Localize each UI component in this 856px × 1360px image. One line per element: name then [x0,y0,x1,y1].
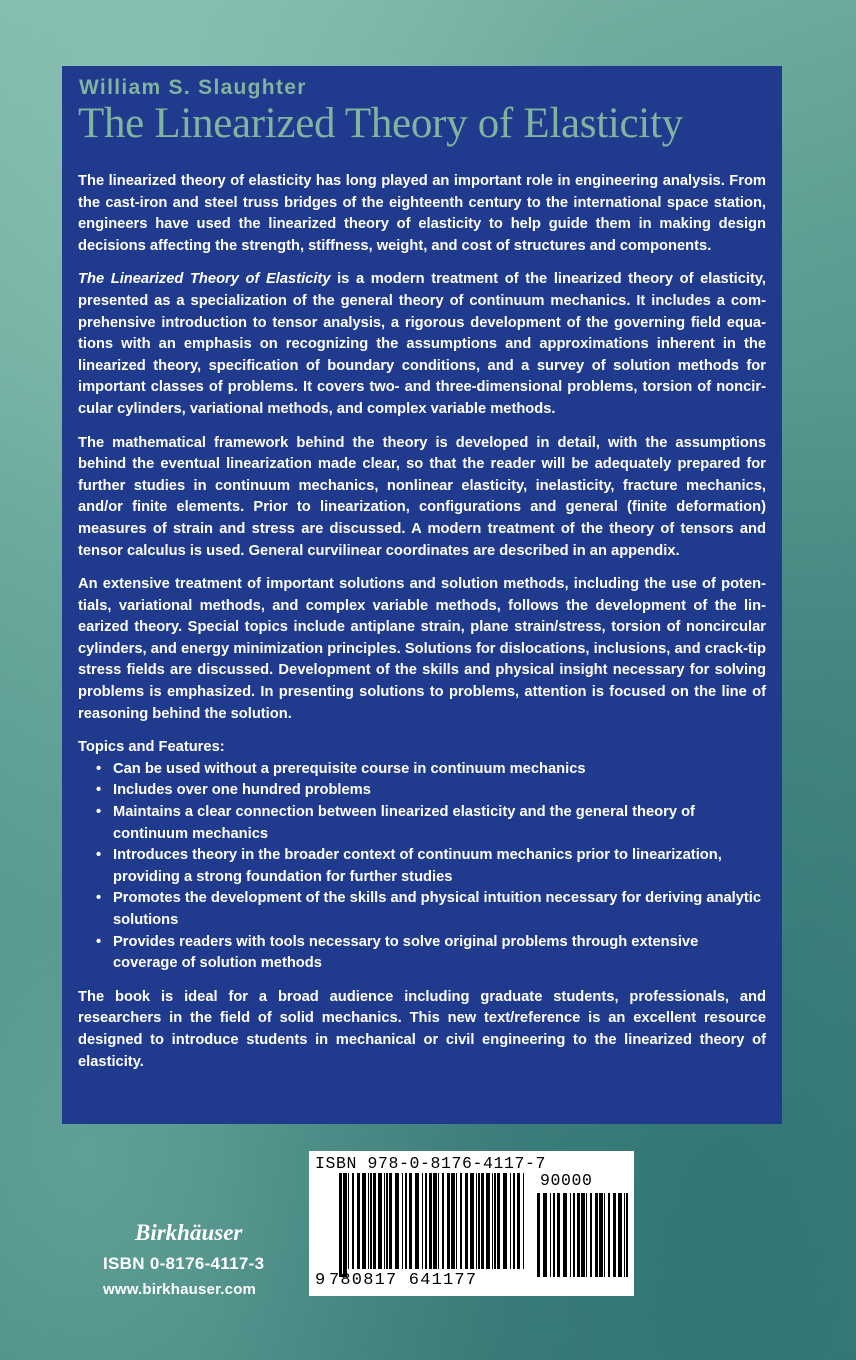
barcode-bar [378,1173,382,1269]
barcode-bar [577,1193,580,1277]
list-item-text: Promotes the development of the skills and physical intuition necessary for deriving analytic solutions [113,890,762,928]
topics-heading: Topics and Features: [78,739,225,756]
paragraph-solutions: An extensive treatment of important solutions and solution methods, including the use of potentials, variational methods, and complex variable methods, follows the development of the linearized theory. Special topics include antiplane strain, plane strain/stress, torsion of noncircular cylinders, and energy minimization principles. Solutions for dislocations, inclusions, and crack-tip stress fields are discussed. Development of the skills and physical insight necessary for solving problems is emphasized. In presenting solutions to problems, attention is focused on the line of reasoning behind the solution. [78,576,766,722]
barcode-bar [618,1193,622,1277]
publisher-website: www.birkhauser.com [103,1281,257,1298]
barcode-bar [595,1193,598,1277]
barcode-bar [517,1173,520,1269]
barcode-bar [626,1193,628,1277]
barcode-bar [456,1173,457,1269]
barcode-bar [503,1173,507,1269]
paragraph-audience: The book is ideal for a broad audience including graduate students, professionals, and researchers in the field of solid mechanics. This new text/reference is an excellent resource designed to introduce students in mechanical or civil engineering to the linearized theory of elasticity. [78,988,766,1070]
barcode-bar [395,1173,399,1269]
barcode-bar [586,1193,587,1277]
description [78,171,766,1073]
barcode-bar [384,1173,385,1269]
barcode-digits: 780817 641177 [329,1271,478,1290]
barcode-bar [557,1193,560,1277]
list-item-text: Introduces theory in the broader context of continuum mechanics prior to linearization, providing a strong foundation for further studies [113,847,722,885]
barcode-bar [409,1173,412,1269]
barcode-bar [370,1173,372,1269]
barcode-bar [386,1173,388,1269]
list-item [78,932,766,975]
barcode-bar [470,1173,474,1269]
barcode-bar [590,1193,592,1277]
barcode-bar [425,1173,427,1269]
barcode-bar [348,1173,349,1269]
barcode-bar [550,1193,551,1277]
barcode-bar [343,1173,347,1277]
barcode-bar [570,1193,571,1277]
paragraph-overview [78,269,766,420]
barcode-bar [513,1173,515,1269]
barcode-bar [442,1173,444,1269]
barcode-bar [581,1193,585,1277]
bullet-icon: • [96,890,102,907]
list-item [78,759,766,781]
barcode-bar [415,1173,419,1269]
barcode-bar [537,1193,540,1277]
barcode-bar [543,1193,547,1277]
barcode-bar [368,1173,369,1269]
bullet-icon: • [96,804,102,821]
barcode-bar [486,1173,490,1269]
bullet-icon: • [96,847,102,864]
barcode-first-digit: 9 [315,1271,326,1290]
barcode-bar [497,1173,500,1269]
topics-list [78,759,766,975]
paragraph-framework: The mathematical framework behind the theory is developed in detail, with the assumptions behind the eventual linearization made clear, so that the reader will be adequately prepared for further studies in continuum mechanics, nonlinear elasticity, inelasticity, fracture mechanics, and/or finite elements. Prior to linearization, configurations and general (finite deformation) measures of strain and stress are discussed. A modern treatment of the theory of tensors and tensor calculus is used. General curvilinear coordinates are described in an appendix. [78,434,766,559]
list-item-text: Provides readers with tools necessary to solve original problems through extensive coverage of solution methods [113,933,699,972]
barcode-bar [608,1193,610,1277]
barcode [309,1151,634,1296]
barcode-bar [438,1173,439,1269]
list-item [78,780,766,802]
list-item-text: Can be used without a prerequisite course in continuum mechanics [113,760,586,777]
barcode-bar [573,1193,575,1277]
barcode-bar [460,1173,462,1269]
barcode-bar [402,1173,403,1269]
barcode-bar [481,1173,484,1269]
barcode-bar [599,1193,603,1277]
author-name: William S. Slaughter [79,76,307,99]
title-italic: The Linearized Theory of Elasticity [78,271,331,288]
barcode-bar [476,1173,477,1269]
barcode-bar [352,1173,354,1269]
barcode-bar [447,1173,450,1269]
barcode-bar [405,1173,407,1269]
list-item-text: Maintains a clear connection between linearized elasticity and the general theory of continuum mechanics [113,804,695,842]
barcode-bar [362,1173,366,1269]
barcode-bar [478,1173,480,1269]
barcode-bar [624,1193,625,1277]
price-code: 90000 [540,1171,593,1190]
barcode-bar [523,1173,524,1269]
barcode-bar [510,1173,511,1269]
barcode-bar [451,1173,455,1269]
paragraph-intro: The linearized theory of elasticity has long played an important role in engineering analysis. From the cast-iron and steel truss bridges of the eighteenth century to the international space station, engineers have used the linearized theory of elasticity to help guide them in making design decisions affecting the strength, stiffness, weight, and cost of structures and components. [78,173,766,254]
barcode-bar [604,1193,605,1277]
barcode-bar [494,1173,496,1269]
list-item [78,802,766,845]
barcode-bar [492,1173,493,1269]
bullet-icon: • [96,782,102,799]
list-item [78,845,766,888]
barcode-bar [465,1173,468,1269]
isbn13-label: ISBN 978-0-8176-4117-7 [315,1154,547,1173]
list-item-text: Includes over one hundred problems [113,782,371,799]
barcode-bar [422,1173,423,1269]
barcode-bar [357,1173,360,1269]
barcode-bar [339,1173,342,1277]
bullet-icon: • [96,760,102,777]
barcode-bar [373,1173,376,1269]
barcode-bar [613,1193,616,1277]
barcode-bar [563,1193,567,1277]
paragraph-overview-text: is a modern treatment of the linearized theory of elasticity, presented as a specialization of the general theory of continuum mechanics. It includes a comprehensive introduction to tensor analysis, a rigorous development of the governing field equations with an emphasis on recognizing the assumptions and approximations inherent in the linearized theory, specification of boundary conditions, and a survey of solution methods for important classes of problems. It covers two- and three-dimensional problems, torsion of noncircular cylinders, variational methods, and complex variable methods. [78,271,766,417]
isbn10-label: ISBN 0-8176-4117-3 [103,1254,265,1273]
back-cover-panel [62,66,782,1124]
book-title: The Linearized Theory of Elasticity [78,100,683,147]
barcode-bar [389,1173,392,1269]
bullet-icon: • [96,933,102,950]
barcode-bar [553,1193,555,1277]
barcode-bar [433,1173,437,1269]
barcode-bar [429,1173,432,1269]
publisher-logo: Birkhäuser [135,1220,243,1245]
list-item [78,888,766,931]
